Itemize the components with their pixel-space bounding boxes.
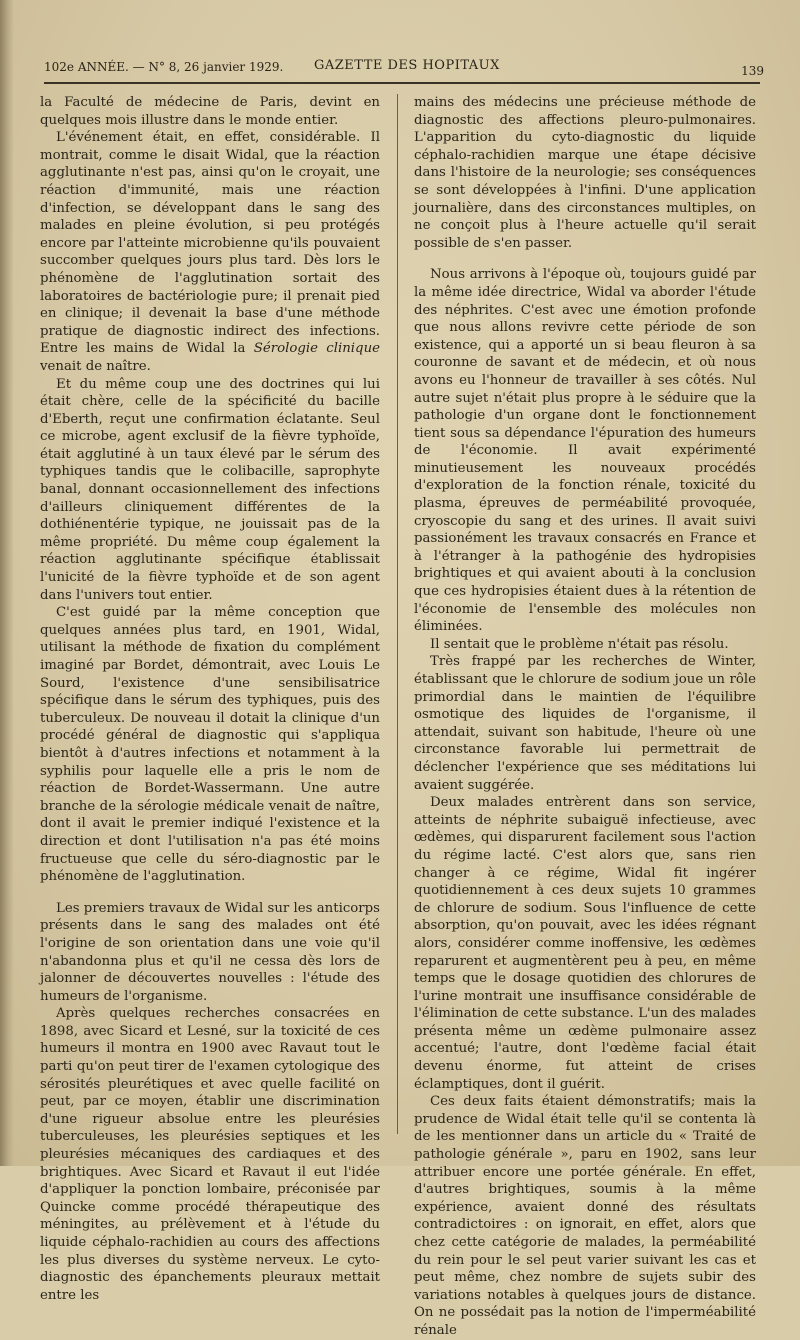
issue-info: 102e ANNÉE. — N° 8, 26 janvier 1929. (44, 60, 284, 74)
italic-term: Sérologie clinique (253, 341, 380, 357)
paragraph: Nous arrivons à l'époque où, toujours guidé par la même idée directrice, Widal va aborder l'étude des néphrites. C'est avec une émotion profonde que nous allons revivre cette période de son existence, qui a apporté un si beau fleuron à sa couronne de savant et de médecin, et où nous avons eu l'honneur de travailler à ses côtés. Nul autre sujet n'était plus propre à le séduire que la pathologie d'un organe dont le fonctionnement tient sous sa dépendance l'épuration des humeurs de l'économie. Il avait expérimenté minutieusement les nouveaux procédés d'exploration de la fonction rénale, toxicité du plasma, épreuves de perméabilité provoquée, cryoscopie du sang et des urines. Il avait suivi passionément les travaux consacrés en France et à l'étranger à la pathogénie des hydropisies brightiques et qui avaient abouti à la conclusion que ces hydropisies étaient dues à la rétention de l'économie de l'ensemble des molécules non éliminées. (414, 267, 756, 635)
page-header (44, 58, 764, 78)
left-column (40, 94, 380, 1304)
paragraph: L'événement était, en effet, considérable. Il montrait, comme le disait Widal, que la réaction agglutinante n'est pas, ainsi qu'on le croyait, une réaction d'immunité, mais une réaction d'infection, se développant dans le sang des malades en pleine évolution, si peu protégés encore par l'atteinte microbienne qu'ils pouvaient succomber quelques jours plus tard. Dès lors le phénomène de l'agglutination sortait des laboratoires de bactériologie pure; il prenait pied en clinique; il devenait la base d'une méthode pratique de diagnostic indirect des infections. Entre les mains de Widal la Sérologie clinique venait de naître. (40, 130, 380, 374)
journal-title: GAZETTE DES HOPITAUX (314, 58, 500, 73)
paragraph: Les premiers travaux de Widal sur les anticorps présents dans le sang des malades ont été l'origine de son orientation dans une voie qu'il n'abandonna plus et qu'il ne cessa dès lors de jalonner de découvertes nouvelles : l'étude des humeurs de l'organisme. (40, 900, 380, 1004)
paragraph: Il sentait que le problème n'était pas résolu. (430, 636, 729, 652)
paragraph: Et du même coup une des doctrines qui lui était chère, celle de la spécificité du bacille d'Eberth, reçut une confirmation éclatante. Seul ce microbe, agent exclusif de la fièvre typhoïde, était agglutiné à un taux élevé par le sérum des typhiques tandis que le colibacille, saprophyte banal, donnant occasionnellement des infections d'ailleurs cliniquement différentes de la dothiénentérie typique, ne jouissait pas de la même propriété. Du même coup également la réaction agglutinante spécifique établissait l'unicité de la fièvre typhoïde et de son agent dans l'univers tout entier. (40, 376, 380, 603)
page-number: 139 (741, 64, 764, 78)
column-divider (397, 94, 398, 1134)
right-column (414, 94, 756, 1340)
paragraph: mains des médecins une précieuse méthode de diagnostic des affections pleuro-pulmonaires. L'apparition du cyto-diagnostic du liquide céphalo-rachidien marque une étape décisive dans l'histoire de la neurologie; ses conséquences se sont développées à l'infini. D'une application journalière, dans des circonstances multiples, on ne conçoit plus à l'heure actuelle qu'il serait possible de s'en passer. (414, 95, 756, 251)
paragraph: Après quelques recherches consacrées en 1898, avec Sicard et Lesné, sur la toxicité de ces humeurs il montra en 1900 avec Ravaut tout le parti qu'on peut tirer de l'examen cytologique des sérosités pleurétiques et avec quelle facilité on peut, par ce moyen, établir une discrimination d'une rigueur absolue entre les pleurésies tuberculeuses, les pleurésies septiques et les pleurésies mécaniques des cardiaques et des brightiques. Avec Sicard et Ravaut il eut l'idée d'appliquer la ponction lombaire, préconisée par Quincke comme procédé thérapeutique des méningites, au prélèvement et à l'étude du liquide céphalo-rachidien au cours des affections les plus diverses du système nerveux. Le cyto-diagnostic des épanchements pleuraux mettait entre les (40, 1006, 380, 1303)
paragraph: Ces deux faits étaient démonstratifs; mais la prudence de Widal était telle qu'il se contenta là de les mentionner dans un article du « Traité de pathologie générale », paru en 1902, sans leur attribuer encore une portée générale. En effet, d'autres brightiques, soumis à la même expérience, avaient donné des résultats contradictoires : on ignorait, en effet, alors que chez cette catégorie de malades, la perméabilité du rein pour le sel peut varier suivant les cas et peut même, chez nombre de sujets subir des variations notables à quelques jours de distance. On ne possédait pas la notion de l'imperméabilité rénale (414, 1094, 756, 1338)
paragraph: Très frappé par les recherches de Winter, établissant que le chlorure de sodium joue un rôle primordial dans le maintien de l'équilibre osmotique des liquides de l'organisme, il attendait, suivant son habitude, l'heure où une circonstance favorable lui permettrait de déclencher l'expérience que ses méditations lui avaient suggérée. (414, 654, 756, 793)
paragraph: la Faculté de médecine de Paris, devint en quelques mois illustre dans le monde entier. (40, 95, 380, 128)
header-rule (44, 82, 760, 84)
paragraph: C'est guidé par la même conception que quelques années plus tard, en 1901, Widal, utilisant la méthode de fixation du complément imaginé par Bordet, démontrait, avec Louis Le Sourd, l'existence d'une sensibilisatrice spécifique dans le sérum des typhiques, puis des tuberculeux. De nouveau il dotait la clinique d'un procédé général de diagnostic qui s'appliqua bientôt à d'autres infections et notamment à la syphilis pour laquelle elle a pris le nom de réaction de Bordet-Wassermann. Une autre branche de la sérologie médicale venait de naître, dont il avait le premier indiqué l'existence et la direction et dont l'utilisation n'a pas été moins fructueuse que celle du séro-diagnostic par le phénomène de l'agglutination. (40, 605, 380, 885)
binding-shadow (0, 0, 14, 1166)
paragraph: Deux malades entrèrent dans son service, atteints de néphrite subaiguë infectieuse, avec œdèmes, qui disparurent facilement sous l'action du régime lacté. C'est alors que, sans rien changer à ce régime, Widal fit ingérer quotidiennement à ces deux sujets 10 grammes de chlorure de sodium. Sous l'influence de cette absorption, qu'on pouvait, avec les idées régnant alors, considérer comme inoffensive, les œdèmes reparurent et augmentèrent peu à peu, en même temps que le dosage quotidien des chlorures de l'urine montrait une insuffisance considérable de l'élimination de cette substance. L'un des malades présenta même un œdème pulmonaire assez accentué; l'autre, dont l'œdème facial était devenu énorme, fut atteint de crises éclamptiques, dont il guérit. (414, 795, 756, 1092)
